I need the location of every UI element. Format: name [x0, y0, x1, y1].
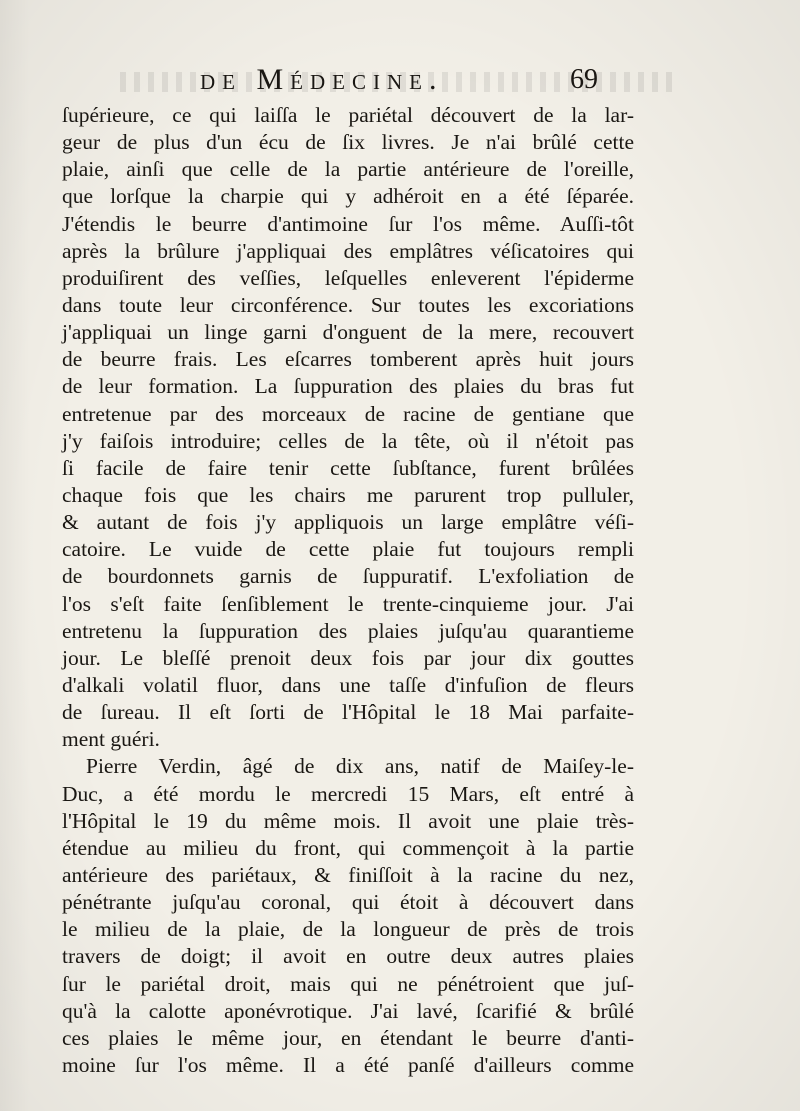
running-head [0, 58, 800, 98]
text-line: étendue au milieu du front, qui commençoit à la partie [62, 835, 634, 860]
text-line: ces plaies le même jour, en étendant le beurre d'anti- [62, 1025, 634, 1050]
text-line: catoire. Le vuide de cette plaie fut toujours rempli [62, 537, 634, 562]
body-text [62, 102, 634, 1079]
text-line: & autant de fois j'y appliquois un large emplâtre véſi- [62, 510, 634, 535]
text-line: entretenue par des morceaux de racine de gentiane que [62, 401, 634, 426]
text-line: qu'à la calotte aponévrotique. J'ai lavé, ſcarifié & brûlé [62, 998, 634, 1023]
text-line: ſi facile de faire tenir cette ſubſtance, furent brûlées [62, 455, 634, 480]
text-line-paragraph-end: ment guéri. [62, 727, 160, 752]
text-line: l'os s'eſt faite ſenſiblement le trente-cinquieme jour. J'ai [62, 591, 634, 616]
text-line: ſupérieure, ce qui laiſſa le pariétal découvert de la lar- [62, 103, 634, 127]
text-line: jour. Le bleſſé prenoit deux fois par jour dix gouttes [62, 645, 634, 670]
text-line: produiſirent des veſſies, leſquelles enleverent l'épiderme [62, 265, 634, 290]
text-line: dans toute leur circonférence. Sur toutes les excoriations [62, 292, 634, 317]
text-line: de beurre frais. Les eſcarres tomberent après huit jours [62, 347, 634, 372]
text-line: antérieure des pariétaux, & finiſſoit à la racine du nez, [62, 862, 634, 887]
text-line: ſur le pariétal droit, mais qui ne pénétroient que juſ- [62, 971, 634, 996]
page-number: 69 [570, 64, 598, 95]
text-line: chaque fois que les chairs me parurent trop pulluler, [62, 482, 634, 507]
text-line: le milieu de la plaie, de la longueur de près de trois [62, 917, 634, 942]
text-line: j'appliquai un linge garni d'onguent de la mere, recouvert [62, 320, 634, 345]
text-line: J'étendis le beurre d'antimoine ſur l'os même. Auſſi-tôt [62, 211, 634, 236]
text-line: après la brûlure j'appliquai des emplâtres véſicatoires qui [62, 238, 634, 263]
text-line: de ſureau. Il eſt ſorti de l'Hôpital le 18 Mai parfaite- [62, 700, 634, 725]
text-line: de leur formation. La ſuppuration des plaies du bras fut [62, 374, 634, 399]
text-line: Duc, a été mordu le mercredi 15 Mars, eſt entré à [62, 781, 634, 806]
text-line: entretenu la ſuppuration des plaies juſqu'au quarantieme [62, 618, 634, 643]
text-line: d'alkali volatil fluor, dans une taſſe d'infuſion de fleurs [62, 672, 634, 697]
text-line: pénétrante juſqu'au coronal, qui étoit à découvert dans [62, 890, 634, 915]
text-line: de bourdonnets garnis de ſuppuratif. L'exfoliation de [62, 564, 634, 589]
text-line: travers de doigt; il avoit en outre deux autres plaies [62, 944, 634, 969]
running-title: de Médecine. [200, 63, 444, 96]
text-line: j'y faiſois introduire; celles de la tête, où il n'étoit pas [62, 428, 634, 453]
text-line: plaie, ainſi que celle de la partie antérieure de l'oreille, [62, 157, 634, 182]
text-line: que lorſque la charpie qui y adhéroit en a été ſéparée. [62, 184, 634, 209]
text-line: moine ſur l'os même. Il a été panſé d'ailleurs comme [62, 1052, 634, 1077]
text-line-paragraph-start: Pierre Verdin, âgé de dix ans, natif de Maiſey-le- [86, 754, 634, 779]
text-line: l'Hôpital le 19 du même mois. Il avoit une plaie très- [62, 808, 634, 833]
text-line: geur de plus d'un écu de ſix livres. Je n'ai brûlé cette [62, 130, 634, 155]
